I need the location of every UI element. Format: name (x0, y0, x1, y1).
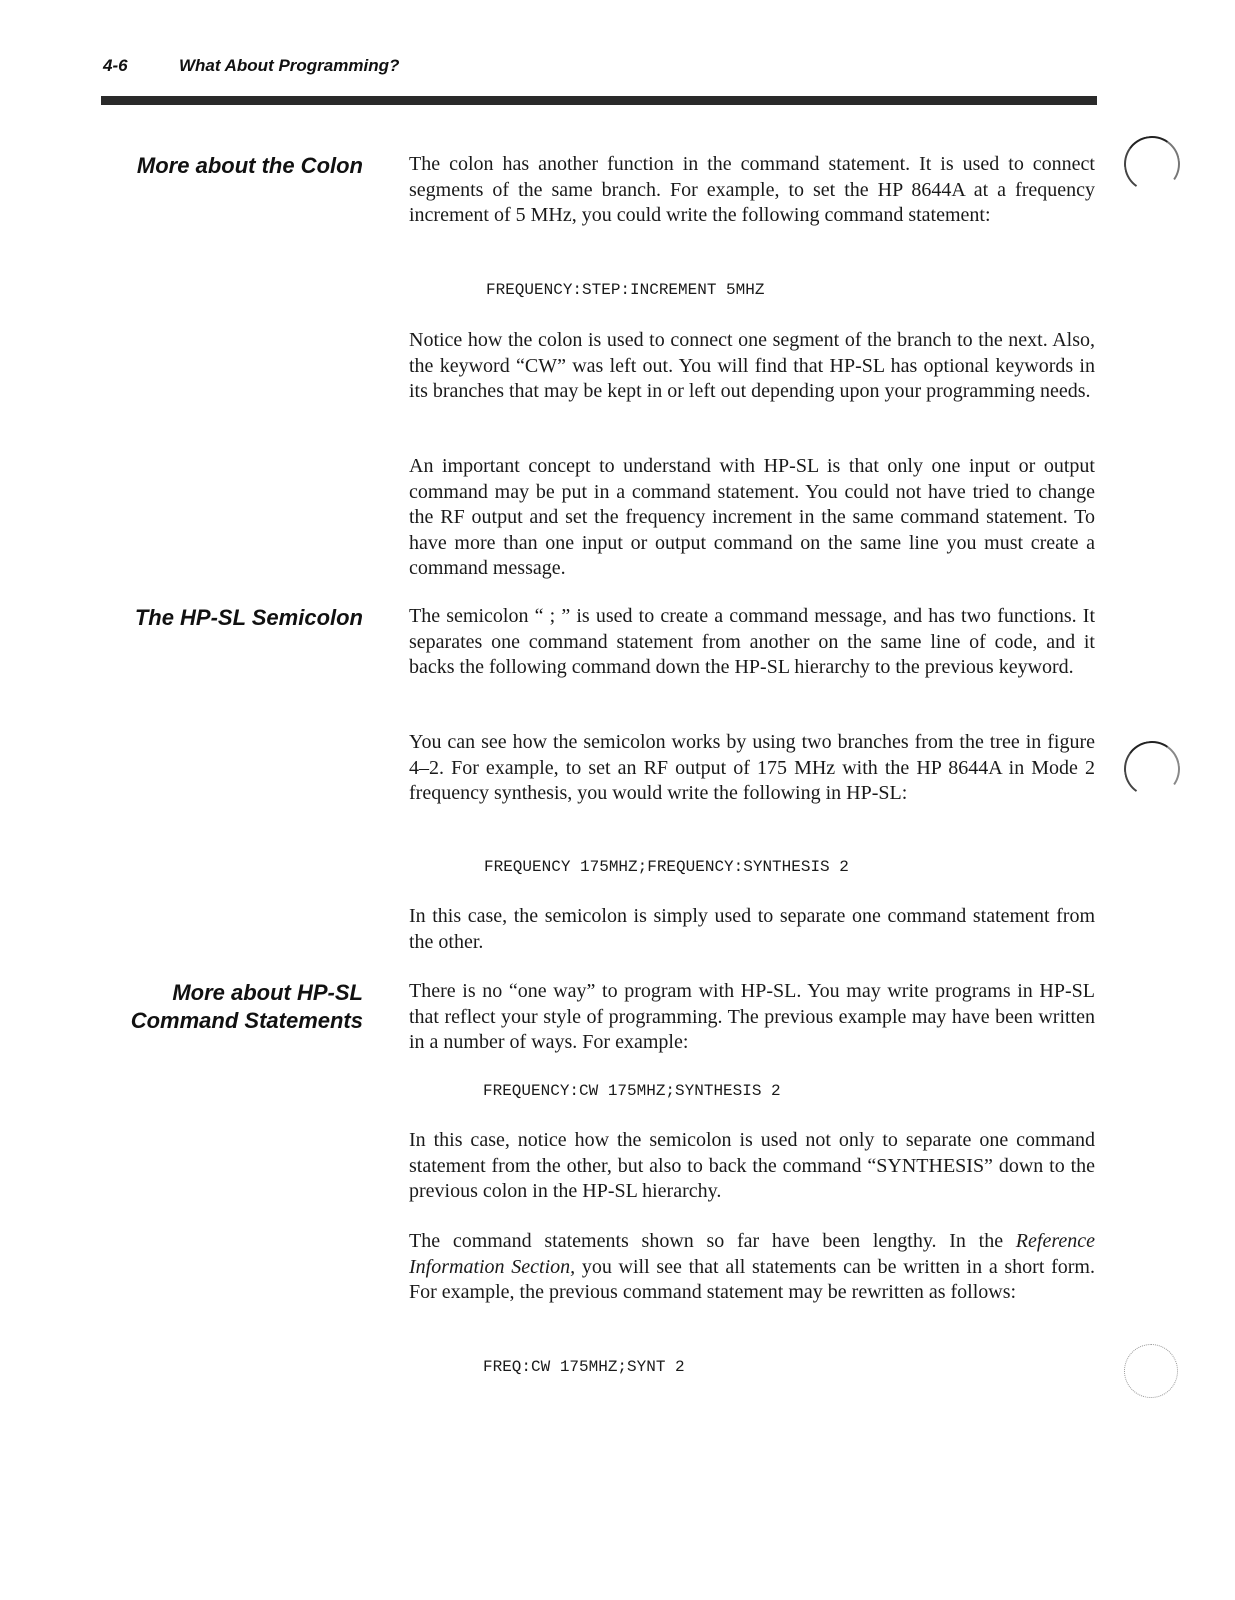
heading-line-1: More about HP-SL (172, 980, 363, 1005)
semicolon-paragraph-2: You can see how the semicolon works by using two branches from the tree in figure 4–2. For example, to set an RF output of 175 MHz with the HP 8644A in Mode 2 frequency synthesis, you would write the following in HP-SL: (409, 731, 1095, 804)
statements-paragraph-3 (409, 1229, 1095, 1306)
punch-hole-bottom (1124, 1344, 1178, 1398)
p3-text-after: you will see that all statements can be written in a short form. For example, the previous command statement may be rewritten as follows: (409, 1255, 1095, 1303)
statements-paragraph-1: There is no “one way” to program with HP-SL. You may write programs in HP-SL that reflect your style of programming. The previous example may have been written in a number of ways. For example: (409, 980, 1095, 1053)
page-number: 4-6 (103, 56, 128, 75)
code-example-cw-synthesis: FREQUENCY:CW 175MHZ;SYNTHESIS 2 (483, 1082, 781, 1100)
heading-line-2: Command Statements (130, 1008, 363, 1033)
semicolon-paragraph-3: In this case, the semicolon is simply used to separate one command statement from the other. (409, 905, 1095, 953)
chapter-title: What About Programming? (179, 56, 400, 75)
heading-more-about-command-statements (131, 979, 363, 1035)
code-example-step-increment: FREQUENCY:STEP:INCREMENT 5MHZ (486, 281, 765, 299)
code-example-frequency-synthesis: FREQUENCY 175MHZ;FREQUENCY:SYNTHESIS 2 (484, 858, 849, 876)
reference-section-title: Reference Information Section, (409, 1230, 1095, 1278)
colon-paragraph-1: The colon has another function in the command statement. It is used to connect segments of the same branch. For example, to set the HP 8644A at a frequency increment of 5 MHz, you could write the following command statement: (409, 153, 1095, 226)
heading-more-about-colon: More about the Colon (136, 153, 363, 178)
colon-paragraph-2: Notice how the colon is used to connect one segment of the branch to the next. Also, the keyword “CW” was left out. You will find that HP-SL has optional keywords in its branches that may be kept in or left out depending upon your programming needs. (409, 329, 1095, 402)
punch-hole-middle (1120, 737, 1185, 802)
p3-text-before: The command statements shown so far have been lengthy. In the (409, 1230, 1016, 1252)
punch-hole-top (1120, 132, 1185, 197)
colon-paragraph-3: An important concept to understand with HP-SL is that only one input or output command may be put in a command statement. You could not have tried to change the RF output and set the frequency increment in the same command statement. To have more than one input or output command on the same line you must create a command message. (409, 455, 1095, 579)
header-rule (101, 96, 1097, 105)
heading-hpsl-semicolon: The HP-SL Semicolon (134, 605, 363, 630)
code-example-short-form: FREQ:CW 175MHZ;SYNT 2 (483, 1358, 685, 1376)
semicolon-paragraph-1: The semicolon “ ; ” is used to create a command message, and has two functions. It separates one command statement from another on the same line of code, and it backs the following command down the HP-SL hierarchy to the previous keyword. (409, 605, 1095, 678)
statements-paragraph-2: In this case, notice how the semicolon is used not only to separate one command statement from the other, but also to back the command “SYNTHESIS” down to the previous colon in the HP-SL hierarchy. (409, 1129, 1095, 1202)
running-header (103, 56, 399, 76)
